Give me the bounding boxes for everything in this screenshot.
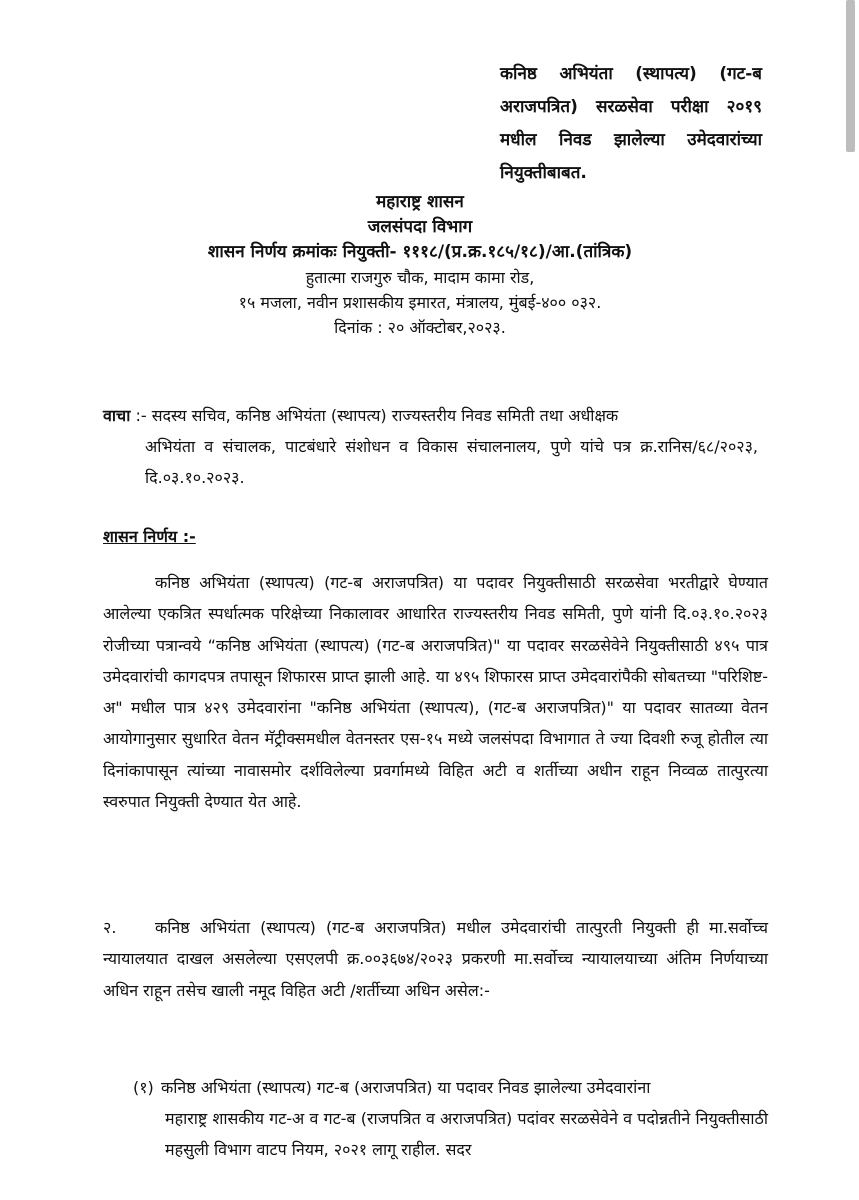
subject-block: कनिष्ठ अभियंता (स्थापत्य) (गट-ब अराजपत्रित) सरळसेवा परीक्षा २०१९ मधील निवड झालेल्या उमेदवारांच्या नियुक्तीबाबत. [500,64,762,183]
paragraph-1 [103,567,768,817]
paragraph-1-text: कनिष्ठ अभियंता (स्थापत्य) (गट-ब अराजपत्रित) या पदावर नियुक्तीसाठी सरळसेवा भरतीद्वारे घेण्यात आलेल्या एकत्रित स्पर्धात्मक परिक्षेच्या निकालावर आधारित राज्यस्तरीय निवड समिती, पुणे यांनी दि.०३.१०.२०२३ रोजीच्या पत्रान्वये “कनिष्ठ अभियंता (स्थापत्य) (गट-ब अराजपत्रित)" या पदावर सरळसेवेने नियुक्तीसाठी ४९५ पात्र उमेदवारांची कागदपत्र तपासून शिफारस प्राप्त झाली आहे. या ४९५ शिफारस प्राप्त उमेदवारांपैकी सोबतच्या "परिशिष्ट-अ" मधील पात्र ४२९ उमेदवारांना "कनिष्ठ अभियंता (स्थापत्य), (गट-ब अराजपत्रित)" या पदावर सातव्या वेतन आयोगानुसार सुधारित वेतन मॅट्रीक्समधील वेतनस्तर एस-१५ मध्ये जलसंपदा विभागात ते ज्या दिवशी रुजू होतील त्या दिनांकापासून त्यांच्या नावासमोर दर्शविलेल्या प्रवर्गामध्ये विहित अटी व शर्तीच्या अधीन राहून निव्वळ तात्पुरत्या स्वरुपात नियुक्ती देण्यात येत आहे. [103,573,768,812]
paragraph-2-number: २. [103,918,117,937]
reference-label: वाचा [103,406,131,425]
reference-first-line [103,400,758,431]
document-header [120,190,720,340]
address-line-1: हुतात्मा राजगुरु चौक, मादाम कामा रोड, [305,268,535,287]
gr-number: शासन निर्णय क्रमांकः नियुक्ती- १११८/(प्र.क्र.१८५/१८)/आ.(तांत्रिक) [207,242,633,262]
address-line-2: १५ मजला, नवीन प्रशासकीय इमारत, मंत्रालय, मुंबई-४०० ०३२. [238,293,602,312]
reference-section [103,400,758,493]
condition-1-first-line [133,1072,768,1103]
paragraph-2 [103,912,768,1006]
document-date: दिनांक : २० ऑक्टोबर,२०२३. [334,318,506,337]
condition-1-rest: महाराष्ट्र शासकीय गट-अ व गट-ब (राजपत्रित व अराजपत्रित) पदांवर सरळसेवेने व पदोन्नतीने नियुक्तीसाठी महसुली विभाग वाटप नियम, २०२१ लागू राहील. सदर [165,1109,768,1159]
condition-1 [133,1072,768,1165]
condition-1-number: (१) [133,1078,154,1097]
paragraph-2-text: कनिष्ठ अभियंता (स्थापत्य) (गट-ब अराजपत्रित) मधील उमेदवारांची तात्पुरती नियुक्ती ही मा.सर्वोच्च न्यायालयात दाखल असलेल्या एसएलपी क्र.००३६७४/२०२३ प्रकरणी मा.सर्वोच्च न्यायालयाच्या अंतिम निर्णयाच्या अधिन राहून तसेच खाली नमूद विहित अटी /शर्तीच्या अधिन असेल:- [103,918,768,1000]
department-name: जलसंपदा विभाग [367,217,473,237]
reference-rest: अभियंता व संचालक, पाटबंधारे संशोधन व विकास संचालनालय, पुणे यांचे पत्र क्र.रानिस/६८/२०२३, दि.०३.१०.२०२३. [145,437,758,487]
decision-heading: शासन निर्णय :- [103,527,196,546]
scrollbar[interactable] [846,0,855,152]
government-name: महाराष्ट्र शासन [376,192,464,212]
reference-first-text: :- सदस्य सचिव, कनिष्ठ अभियंता (स्थापत्य) राज्यस्तरीय निवड समिती तथा अधीक्षक [130,406,619,425]
condition-1-first-text: कनिष्ठ अभियंता (स्थापत्य) गट-ब (अराजपत्रित) या पदावर निवड झालेल्या उमेदवारांना [161,1078,651,1097]
